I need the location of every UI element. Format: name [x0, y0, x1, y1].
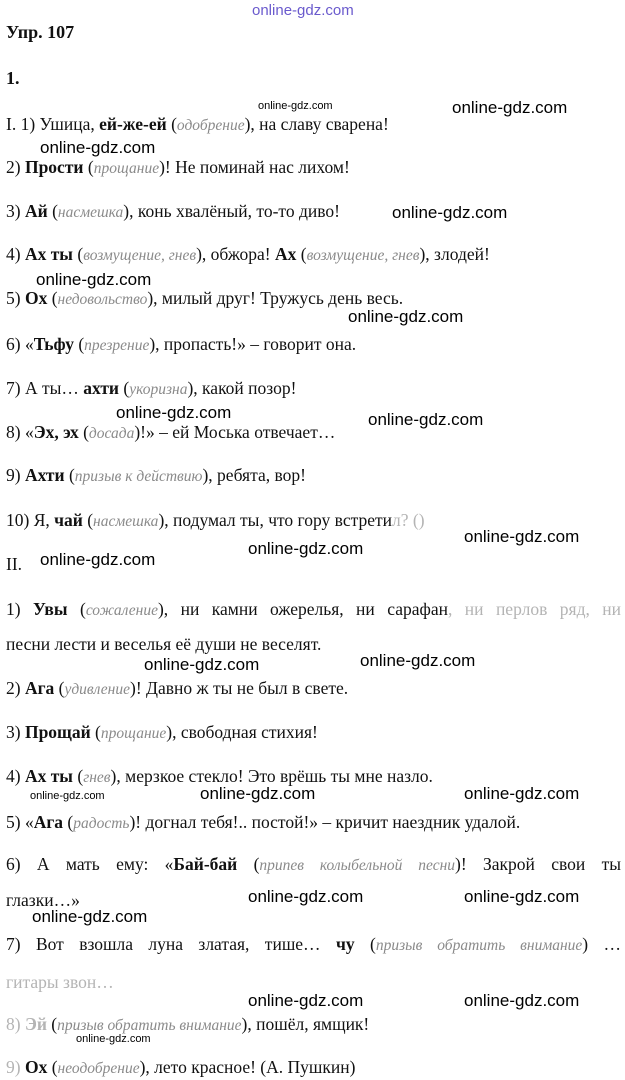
list-item: 5) Ох (недовольство), милый друг! Тружусь день весь.	[6, 288, 404, 308]
list-item: 8) «Эх, эх (досада)!» – ей Моська отвечает…	[6, 422, 336, 442]
meaning: прощание	[100, 725, 167, 742]
interjection: Прости	[24, 157, 84, 177]
list-item-continued: песни лести и веселья её души не веселят.	[6, 634, 322, 654]
watermark: online-gdz.com	[464, 784, 580, 803]
list-item: 4) Ах ты (гнев), мерзкое стекло! Это врёшь ты мне назло.	[6, 766, 433, 786]
list-item: 3) Ай (насмешка), конь хвалёный, то-то диво!	[6, 201, 340, 221]
meaning: насмешка	[93, 513, 159, 530]
meaning: призыв к действию	[74, 468, 203, 485]
meaning: возмущение, гнев	[83, 247, 197, 264]
interjection: Ах ты	[24, 766, 73, 786]
interjection: ей-же-ей	[99, 114, 167, 134]
interjection: ахти	[83, 378, 119, 398]
list-item: 9) Ох (неодобрение), лето красное! (А. Пушкин)	[6, 1057, 356, 1077]
list-item: 2) Прости (прощание)! Не поминай нас лихом!	[6, 157, 350, 177]
watermark: online-gdz.com	[464, 887, 580, 906]
meaning: припев колыбельной песни	[259, 857, 456, 874]
meaning: призыв обратить внимание	[57, 1017, 242, 1034]
meaning: одобрение	[176, 117, 245, 134]
interjection: Тьфу	[33, 334, 74, 354]
watermark: online-gdz.com	[248, 991, 364, 1010]
interjection: Увы	[33, 599, 68, 619]
meaning: гнев	[83, 769, 111, 786]
watermark: online-gdz.com	[464, 527, 580, 546]
interjection: чу	[335, 934, 355, 954]
watermark: online-gdz.com	[464, 991, 580, 1010]
top-watermark: online-gdz.com	[252, 2, 354, 19]
watermark: online-gdz.com	[452, 98, 568, 117]
watermark: online-gdz.com	[40, 138, 156, 157]
interjection: Ай	[24, 201, 48, 221]
watermark: online-gdz.com	[144, 655, 260, 674]
section-two-label: II.	[6, 554, 23, 574]
meaning: прощание	[93, 160, 160, 177]
interjection: Ахти	[24, 465, 65, 485]
meaning: насмешка	[57, 204, 124, 221]
list-item: 9) Ахти (призыв к действию), ребята, вор!	[6, 465, 306, 485]
interjection: Ах	[275, 244, 297, 264]
interjection: эх	[63, 422, 79, 442]
watermark: online-gdz.com	[258, 100, 333, 112]
interjection: Ах ты	[24, 244, 73, 264]
list-item: 7) Вот взошла луна златая, тише… чу (призыв обратить внимание) …	[6, 934, 622, 954]
list-item: 3) Прощай (прощание), свободная стихия!	[6, 722, 318, 742]
list-item: 10) Я, чай (насмешка), подумал ты, что гору встретил? ()	[6, 510, 425, 530]
list-item: 7) А ты… ахти (укоризна), какой позор!	[6, 378, 297, 398]
meaning: недовольство	[57, 291, 148, 308]
list-item: I. 1) Ушица, ей-же-ей (одобрение), на славу сварена!	[6, 114, 389, 134]
list-item: 6) «Тьфу (презрение), пропасть!» – говорит она.	[6, 334, 357, 354]
watermark: online-gdz.com	[348, 307, 464, 326]
list-item: 8) Эй (призыв обратить внимание), пошёл, ямщик!	[6, 1014, 370, 1034]
interjection: Эй	[24, 1014, 47, 1034]
interjection: Ага	[24, 678, 55, 698]
meaning: возмущение, гнев	[306, 247, 420, 264]
interjection: чай	[54, 510, 83, 530]
interjection: Ох	[24, 288, 48, 308]
list-item: 4) Ах ты (возмущение, гнев), обжора! Ах (возмущение, гнев), злодей!	[6, 244, 490, 264]
watermark: online-gdz.com	[32, 907, 148, 926]
interjection: Эх	[33, 422, 55, 442]
meaning: удивление	[64, 681, 130, 698]
section-one-label: I.	[6, 114, 17, 134]
watermark: online-gdz.com	[76, 1033, 151, 1045]
watermark: online-gdz.com	[248, 539, 364, 558]
watermark: online-gdz.com	[248, 887, 364, 906]
watermark: online-gdz.com	[116, 403, 232, 422]
watermark: online-gdz.com	[360, 651, 476, 670]
meaning: презрение	[84, 337, 150, 354]
watermark: online-gdz.com	[392, 203, 508, 222]
exercise-title: Упр. 107	[6, 22, 75, 42]
meaning: досада	[88, 425, 135, 442]
meaning: неодобрение	[57, 1060, 140, 1077]
watermark: online-gdz.com	[40, 550, 156, 569]
interjection: Ага	[33, 812, 64, 832]
meaning: призыв обратить внимание	[375, 937, 583, 954]
watermark: online-gdz.com	[36, 270, 152, 289]
list-item-continued: глазки…»	[6, 890, 80, 910]
watermark: online-gdz.com	[200, 784, 316, 803]
meaning: радость	[73, 815, 130, 832]
watermark: online-gdz.com	[368, 410, 484, 429]
interjection: Бай-бай	[173, 854, 238, 874]
interjection: Прощай	[24, 722, 91, 742]
interjection: Ох	[24, 1057, 48, 1077]
meaning: укоризна	[129, 381, 188, 398]
watermark: online-gdz.com	[30, 790, 105, 802]
list-item: 6) А мать ему: «Бай-бай (припев колыбельной песни)! Закрой свои ты	[6, 854, 621, 874]
list-item: 1) Увы (сожаление), ни камни ожерелья, ни сарафан, ни перлов ряд, ни	[6, 599, 622, 619]
list-item: 5) «Ага (радость)! догнал тебя!.. постой!» – кричит наездник удалой.	[6, 812, 521, 832]
meaning: сожаление	[85, 602, 158, 619]
list-item: 2) Ага (удивление)! Давно ж ты не был в свете.	[6, 678, 349, 698]
list-item-continued: гитары звон…	[6, 972, 114, 992]
part-number: 1.	[6, 68, 20, 88]
